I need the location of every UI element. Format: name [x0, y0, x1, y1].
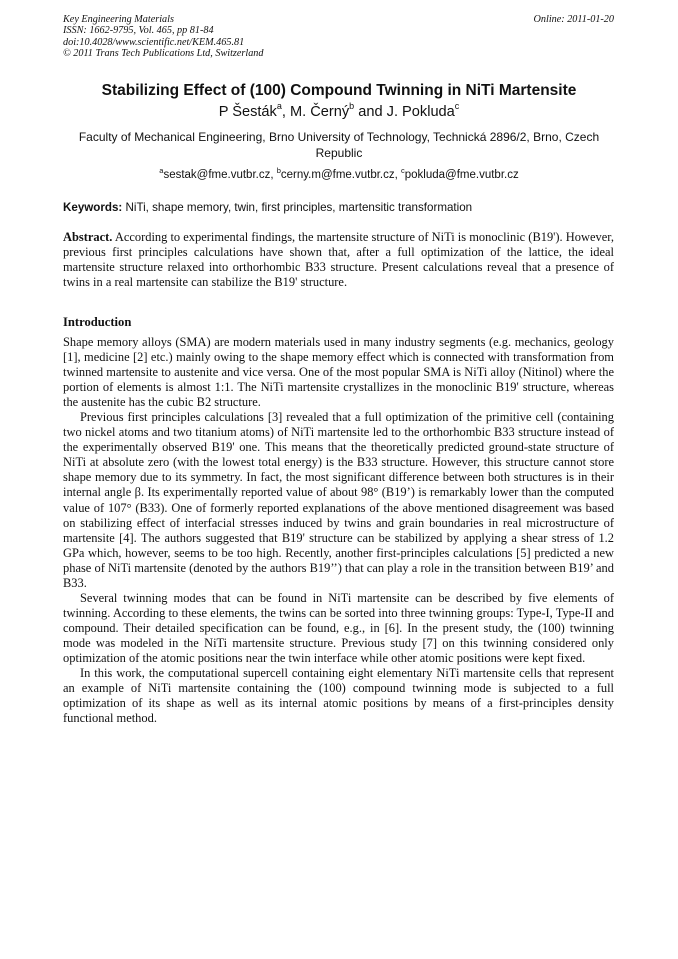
- email-sup-c: c: [401, 166, 405, 175]
- intro-paragraph-3: Several twinning modes that can be found in NiTi martensite can be described by five elements of twinning. According to these elements, the twins can be sorted into three twinning groups: Type-I, Type-II and compound. Their detailed specification can be found, e.g., in [6]. In the present study, the (100) twinning mode was modeled in the NiTi martensite structure. Previous study [7] on this twinning considered only optimization of the atomic positions near the twin interface while other atomic positions were kept fixed.: [63, 590, 614, 665]
- issn-line: ISSN: 1662-9795, Vol. 465, pp 81-84: [63, 25, 214, 37]
- abstract-label: Abstract.: [63, 230, 113, 244]
- abstract-text: According to experimental findings, the martensite structure of NiTi is monoclinic (B19'). However, previous first principles calculations have shown that, after a full optimization of the lattice, the ideal martensite structure relaxed into orthorhombic B33 structure. Present calculations reveal that a presence of twins in a real martensite can stabilize the B19' structure.: [63, 230, 614, 290]
- keywords: [63, 201, 623, 215]
- introduction-body: [63, 335, 614, 726]
- email-sestak[interactable]: sestak@fme.vutbr.cz,: [163, 169, 277, 181]
- email-pokluda[interactable]: pokluda@fme.vutbr.cz: [404, 169, 519, 181]
- author-sup-b: b: [349, 101, 355, 111]
- intro-paragraph-2: Previous first principles calculations [3] revealed that a full optimization of the primitive cell (containing two nickel atoms and two titanium atoms) of NiTi martensite led to the orthorhombic B33 structure instead of the experimentally observed B19' one. This means that the theoretically predicted ground-state structure of NiTi at absolute zero (with the lowest total energy) is the B33 structure. However, this structure cannot store shape memory due to its symmetry. In fact, the most significant difference between both structures is in their internal angle β. Its experimentally reported value of about 98° (B19’) is remarkably lower than the computed value of 107° (B33). One of formerly reported explanations of the above mentioned disagreement was based on stabilizing effect of interfacial stresses induced by twins and grain boundaries in real microstructure of martensite [4]. The authors suggested that B19' structure can be stabilized by applying a shear stress of 1.2 GPa which, however, seems to be too high. Recently, another first-principles calculations [5] predicted a new phase of NiTi martensite (denoted by the authors B19’’) that can play a role in the transition between B19’ and B33.: [63, 410, 614, 590]
- email-cerny[interactable]: cerny.m@fme.vutbr.cz,: [280, 169, 402, 181]
- email-sup-b: b: [276, 166, 281, 175]
- copyright-line: © 2011 Trans Tech Publications Ltd, Switzerland: [63, 48, 264, 60]
- abstract: [63, 230, 614, 290]
- author-sup-c: c: [454, 101, 460, 111]
- affiliation: Faculty of Mechanical Engineering, Brno University of Technology, Technická 2896/2, Brno, Czech Republic: [78, 130, 600, 160]
- paper-title: Stabilizing Effect of (100) Compound Twinning in NiTi Martensite: [101, 82, 577, 99]
- author-sestak: P Šesták: [218, 104, 277, 120]
- email-sup-a: a: [159, 166, 164, 175]
- journal-header: [63, 14, 463, 60]
- email-list: [40, 168, 638, 182]
- keywords-text: NiTi, shape memory, twin, first principles, martensitic transformation: [122, 201, 473, 214]
- introduction-heading: Introduction: [63, 315, 132, 329]
- author-pokluda: and J. Pokluda: [354, 104, 455, 120]
- author-list: [40, 103, 638, 121]
- intro-paragraph-1: Shape memory alloys (SMA) are modern materials used in many industry segments (e.g. mechanics, geology [1], medicine [2] etc.) mainly owing to the shape memory effect which is connected with transformation from twinned martensite to austenite and vice versa. One of the most popular SMA is NiTi alloy (Nitinol) where the portion of elements is almost 1:1. The NiTi martensite crystallizes in the monoclinic B19' structure, whereas the austenite has the cubic B2 structure.: [63, 335, 614, 410]
- author-cerny: , M. Černý: [281, 104, 350, 120]
- author-sup-a: a: [276, 101, 282, 111]
- online-date: Online: 2011-01-20: [533, 14, 614, 25]
- journal-name: Key Engineering Materials: [63, 14, 174, 25]
- intro-paragraph-4: In this work, the computational supercell containing eight elementary NiTi martensite cells that represent an example of NiTi martensite containing the (100) compound twinning mode is subjected to a full optimization of its shape as well as its internal atomic positions by means of a first-principles density functional method.: [63, 666, 614, 726]
- keywords-label: Keywords:: [63, 201, 123, 214]
- doi-line[interactable]: doi:10.4028/www.scientific.net/KEM.465.81: [63, 36, 245, 48]
